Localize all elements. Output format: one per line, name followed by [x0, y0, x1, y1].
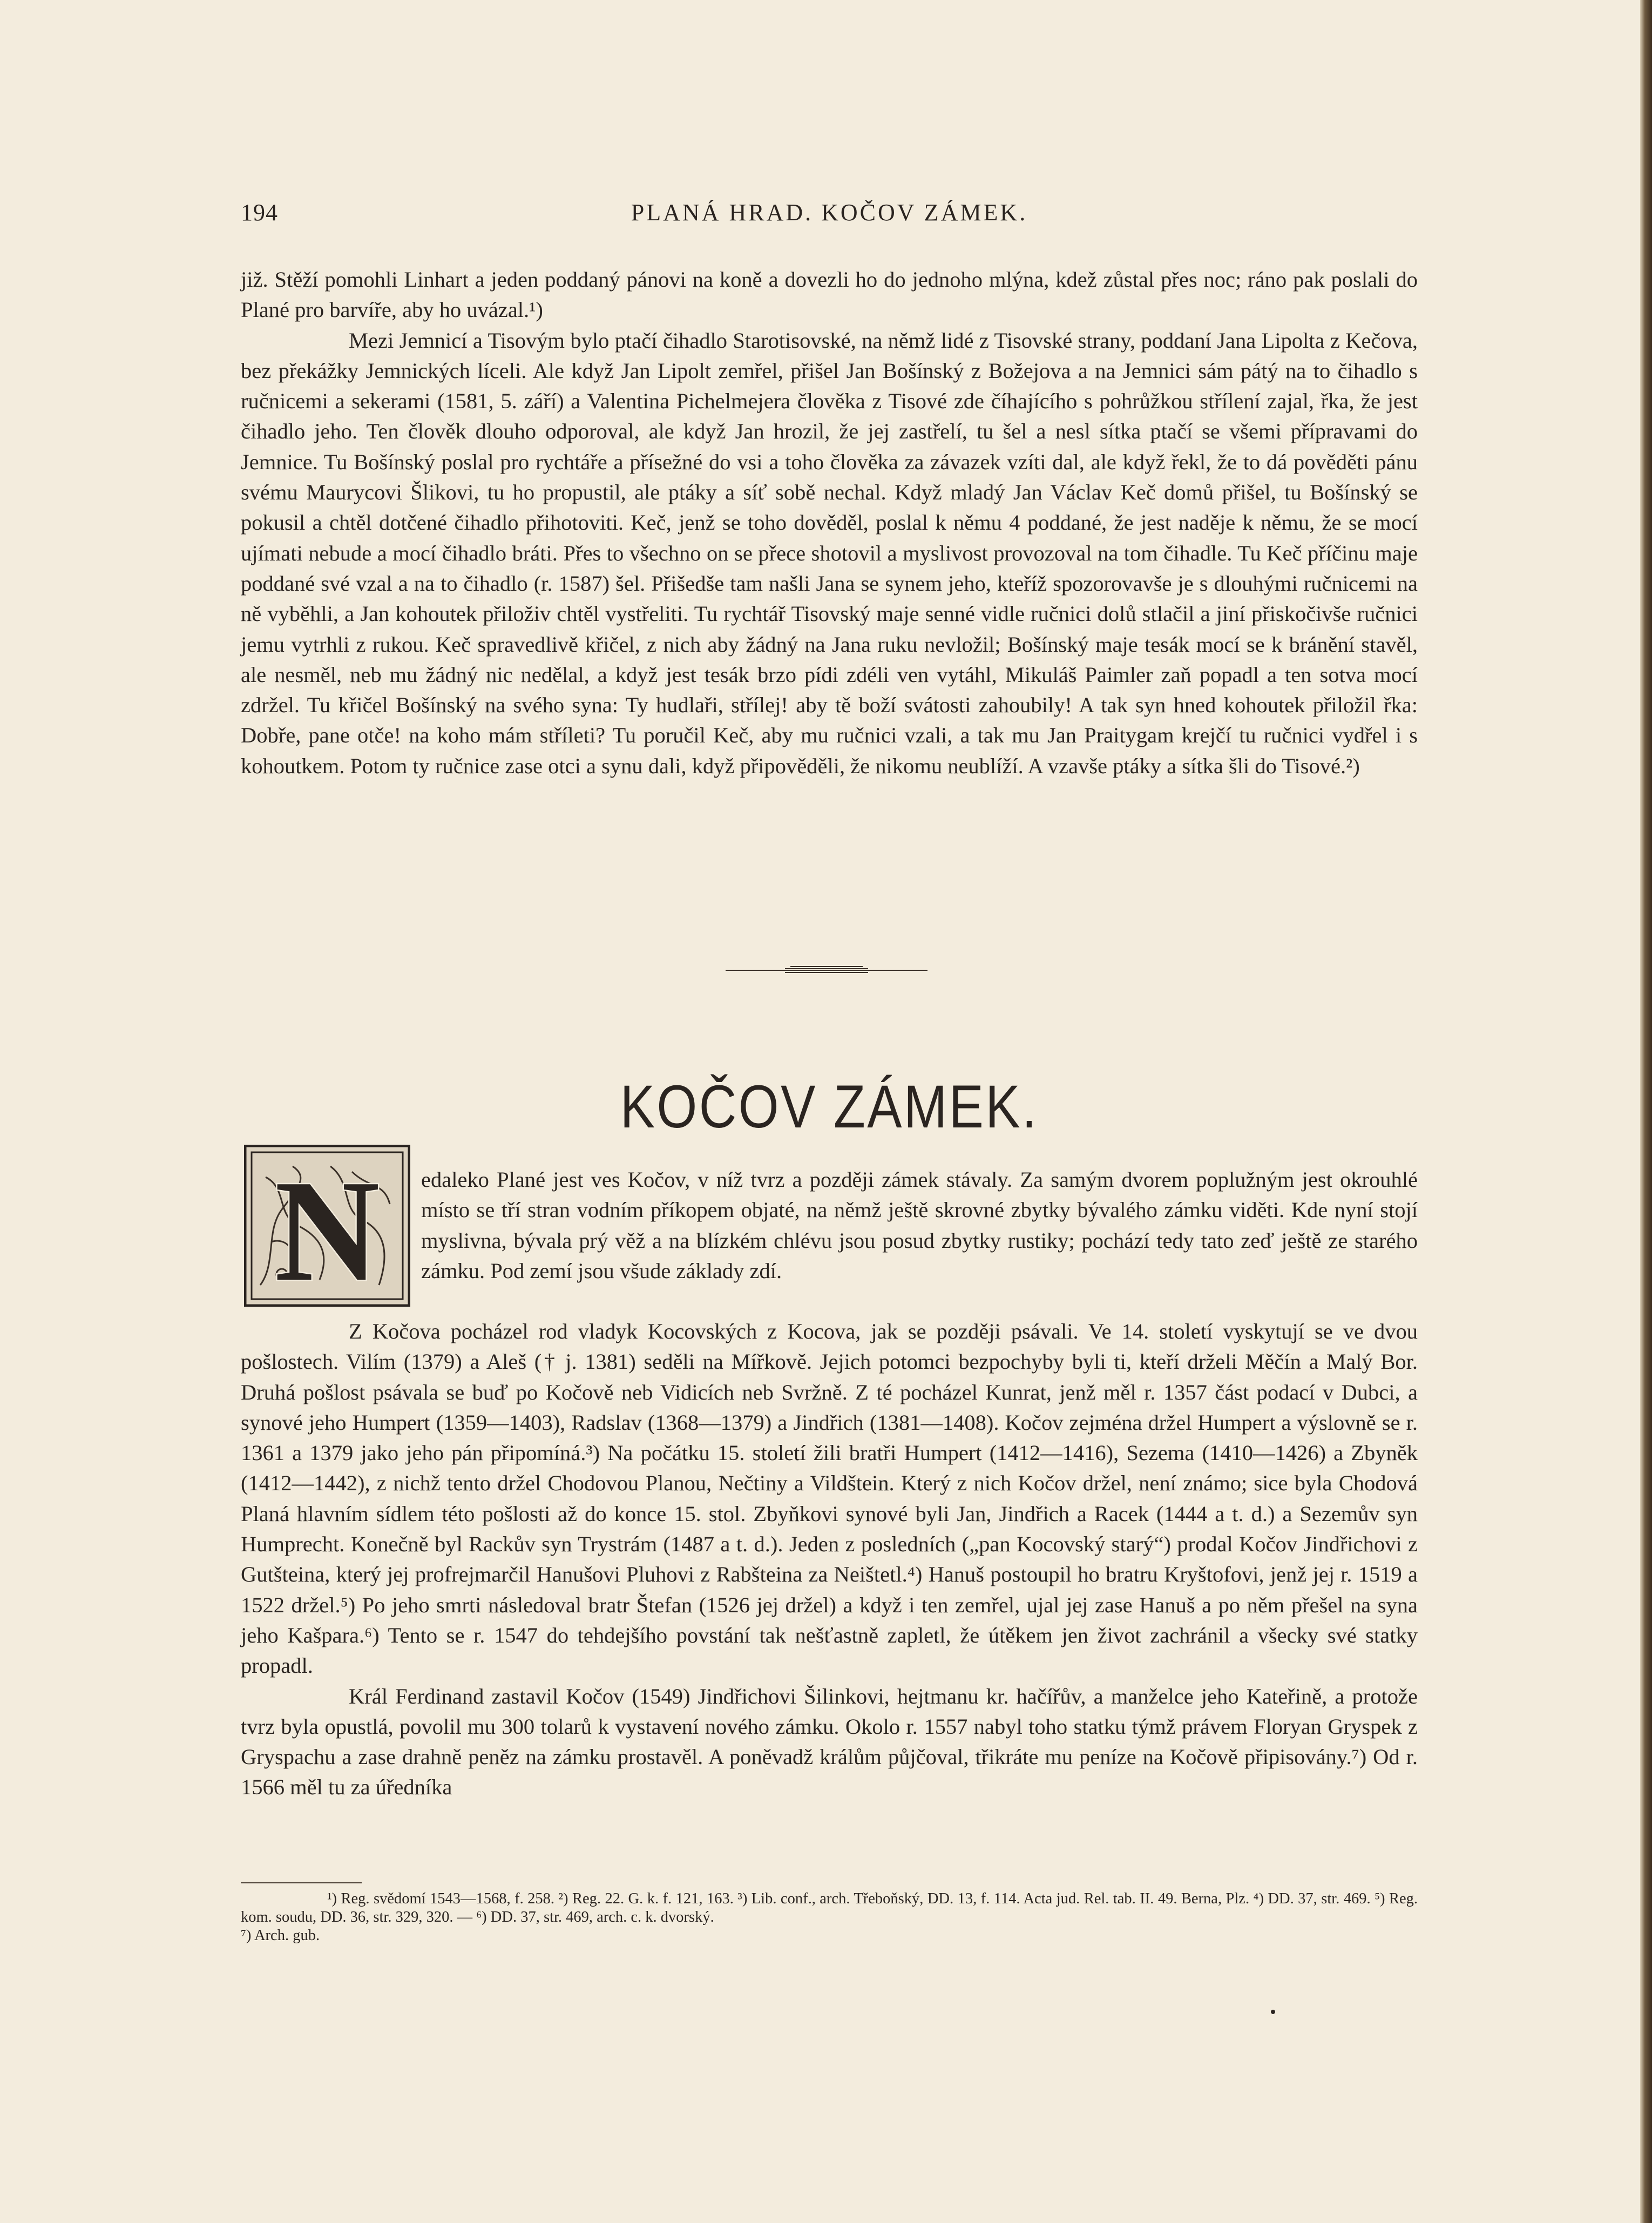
- footnote-rule: [241, 1882, 362, 1883]
- paragraph: Král Ferdinand zastavil Kočov (1549) Jindřichovi Šilinkovi, hejtmanu kr. hačířův, a manželce jeho Kateřině, a protože tvrz byla opustlá, povolil mu 300 tolarů k vystavení nového zámku. Okolo r. 1557 nabyl toho statku týmž právem Floryan Gryspek z Gryspachu a zase drahně peněz na zámku prostavěl. A poněvadž králům půjčoval, třikráte mu peníze na Kočově připisovány.⁷) Od r. 1566 měl tu za úředníka: [241, 1684, 1418, 1800]
- footnotes: [241, 1890, 1418, 1945]
- paragraph: Mezi Jemnicí a Tisovým bylo ptačí čihadlo Starotisovské, na němž lidé z Tisovské strany, poddaní Jana Lipolta z Kečova, bez překážky Jemnických líceli. Ale když Jan Lipolt zemřel, přišel Jan Bošínský z Božejova a na Jemnici sám pátý na to čihadlo s ručnicemi a sekerami (1581, 5. září) a Valentina Pichelmejera člověka z Tisové zde číhajícího s pohrůžkou střílení zajal, řka, že jest čihadlo jeho. Ten člověk dlouho odporoval, ale když Jan hrozil, že jej zastřelí, tu šel a nesl sítka ptačí se všemi přípravami do Jemnice. Tu Bošínský poslal pro rychtáře a přísežné do vsi a toho člověka za závazek vzíti dal, ale když řekl, že to dá pověděti pánu svému Maurycovi Šlikovi, tu ho propustil, ale ptáky a síť sobě nechal. Když mladý Jan Václav Keč domů přišel, tu Bošínský se pokusil a chtěl dotčené čihadlo přihotoviti. Keč, jenž se toho dověděl, poslal k němu 4 poddané, že jest naděje k němu, že se mocí ujímati nebude a mocí čihadlo bráti. Přes to všechno on se přece shotovil a myslivost provozoval na tom čihadle. Tu Keč příčinu maje poddané své vzal a na to čihadlo (r. 1587) šel. Přišedše tam našli Jana se synem jeho, kteříž spozorovavše je s dlouhými ručnicemi na ně vyběhli, a Jan kohoutek přiloživ chtěl vystřeliti. Tu rychtář Tisovský maje senné vidle ručnici dolů stlačil a jiní přiskočivše ručnici jemu vytrhli z rukou. Keč spravedlivě křičel, z nich aby žádný na Jana ruku nevložil; Bošínský maje tesák mocí se k bránění stavěl, ale nesměl, neb mu žádný nic nedělal, a když jest tesák brzo pídi zdéli ven vytáhl, Mikuláš Paimler zaň popadl a ten sotva mocí zdržel. Tu křičel Bošínský na svého syna: Ty hudlaři, střílej! aby tě boží svátosti zahoubily! A tak syn hned kohoutek přiložil řka: Dobře, pane otče! na koho mám stříleti? Tu poručil Keč, aby mu ručnici vzali, a tak mu Jan Praitygam krejčí tu ručnici vydřel i s kohoutkem. Potom ty ručnice zase otci a synu dali, když připověděli, že nikomu neublíží. A vzavše ptáky a sítka šli do Tisové.²): [241, 328, 1418, 778]
- running-head: PLANÁ HRAD. KOČOV ZÁMEK.: [631, 199, 1028, 226]
- section-kocov-intro: [421, 1165, 1418, 1286]
- page-header: [241, 199, 1418, 237]
- paragraph: edaleko Plané jest ves Kočov, v níž tvrz a později zámek stávaly. Za samým dvorem poplužným jest okrouhlé místo se tří stran vodním příkopem objaté, na němž ještě skrovné zbytky bývalého zámku viděti. Kde nyní stojí myslivna, bývala prý věž a na blízkém chlévu jsou posud zbytky rustiky; pochází tedy tato zeď ještě ze starého zámku. Pod zemí jsou všude základy zdí.: [421, 1167, 1418, 1283]
- decorative-initial-n-icon: [244, 1145, 410, 1307]
- section-plana-hrad-text: [241, 265, 1418, 781]
- drop-cap-letter: N: [274, 1150, 380, 1307]
- paragraph: již. Stěží pomohli Linhart a jeden poddaný pánovi na koně a dovezli ho do jednoho mlýna, kdež zůstal přes noc; ráno pak poslali do Plané pro barvíře, aby ho uvázal.¹): [241, 267, 1418, 322]
- ink-speck: [1271, 2010, 1275, 2014]
- page-number: 194: [241, 199, 278, 226]
- section-title: KOČOV ZÁMEK.: [620, 1073, 1039, 1141]
- book-spine-edge: [1640, 0, 1652, 2223]
- footnote-line: ⁷) Arch. gub.: [241, 1927, 320, 1944]
- section-divider-ornament: [726, 964, 927, 976]
- paragraph: Z Kočova pocházel rod vladyk Kocovských z Kocova, jak se později psávali. Ve 14. století vyskytují se ve dvou pošlostech. Vilím (1379) a Aleš († j. 1381) seděli na Mířkově. Jejich potomci bezpochyby byli ti, kteří drželi Měčín a Malý Bor. Druhá pošlost psávala se buď po Kočově neb Vidicích neb Svržně. Z té pocházel Kunrat, jenž měl r. 1357 část podací v Dubci, a synové jeho Humpert (1359—1403), Radslav (1368—1379) a Jindřich (1381—1408). Kočov zejména držel Humpert a výslovně se r. 1361 a 1379 jako jeho pán připomíná.³) Na počátku 15. století žili bratři Humpert (1412—1416), Sezema (1410—1426) a Zbyněk (1412—1442), z nichž tento držel Chodovou Planou, Nečtiny a Vildštein. Který z nich Kočov držel, není známo; sice byla Chodová Planá hlavním sídlem této pošlosti až do konce 15. stol. Zbyňkovi synové byli Jan, Jindřich a Racek (1444 a t. d.) a Sezemův syn Humprecht. Konečně byl Rackův syn Trystrám (1487 a t. d.). Jeden z posledních („pan Kocovský starý“) prodal Kočov Jindřichovi z Gutšteina, který jej profrejmarčil Hanušovi Pluhovi z Rabšteina za Neištetl.⁴) Hanuš postoupil ho bratru Kryštofovi, jenž jej r. 1519 a 1522 držel.⁵) Po jeho smrti následoval bratr Štefan (1526 jej držel) a když i ten zemřel, ujal jej zase Hanuš a po něm přešel na syna jeho Kašpara.⁶) Tento se r. 1547 do tehdejšího povstání tak nešťastně zapletl, že útěkem jen život zachránil a všecky své statky propadl.: [241, 1319, 1418, 1678]
- section-kocov-text: [241, 1316, 1418, 1803]
- footnote-line: ¹) Reg. svědomí 1543—1568, f. 258. ²) Reg. 22. G. k. f. 121, 163. ³) Lib. conf., arch. Třeboňský, DD. 13, f. 114. Acta jud. Rel. tab. II. 49. Berna, Plz. ⁴) DD. 37, str. 469. ⁵) Reg. kom. soudu, DD. 36, str. 329, 320. — ⁶) DD. 37, str. 469, arch. c. k. dvorský.: [241, 1890, 1418, 1925]
